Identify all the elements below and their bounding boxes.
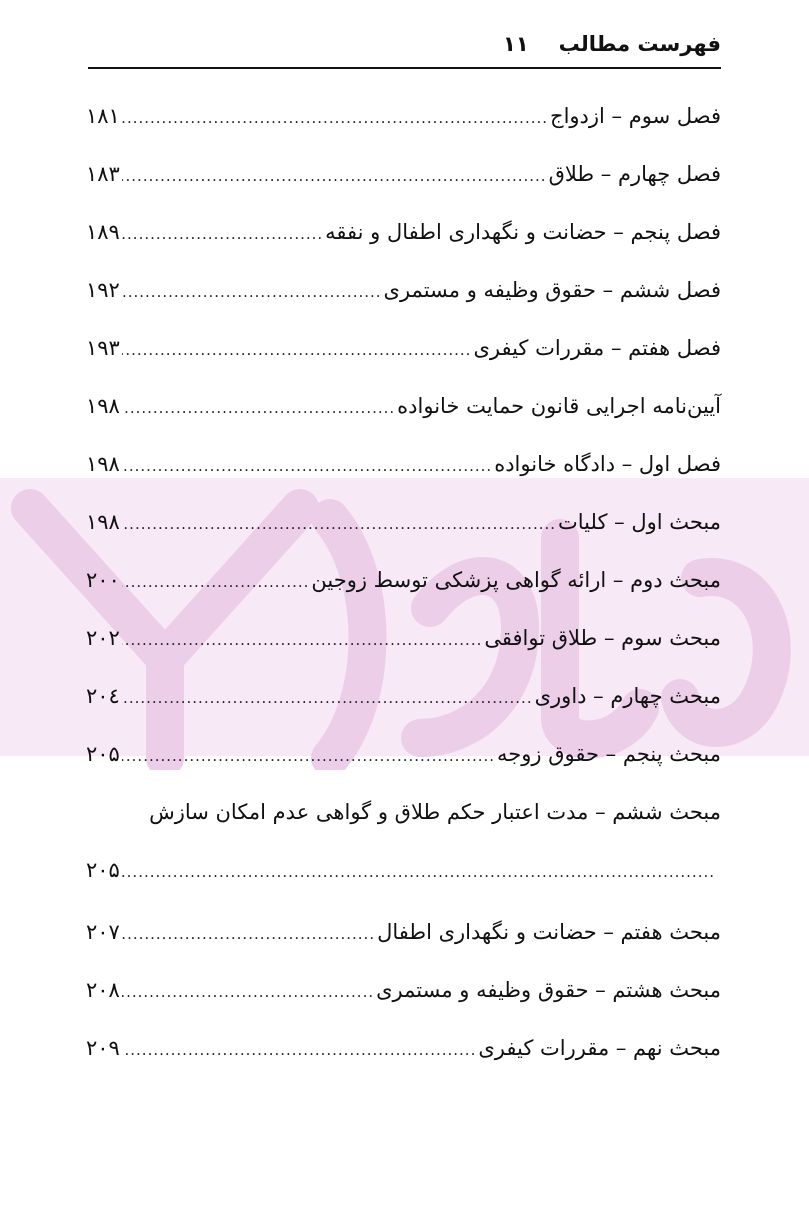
toc-entry-title: فصل چهارم – طلاق bbox=[548, 162, 721, 186]
toc-entry-title: مبحث چهارم – داوری bbox=[534, 684, 721, 708]
toc-entry-title: مبحث هفتم – حضانت و نگهداری اطفال bbox=[377, 920, 721, 944]
toc-entry[interactable] bbox=[86, 336, 721, 376]
toc-entry-page: ۱۹۲ bbox=[86, 278, 120, 302]
toc-entry-title: مبحث دوم – ارائه گواهی پزشکی توسط زوجین bbox=[311, 568, 721, 592]
header-page-number: ۱۱ bbox=[503, 32, 529, 56]
toc-entry-title: فصل اول – دادگاه خانواده bbox=[494, 452, 721, 476]
toc-dot-leader bbox=[122, 631, 483, 649]
toc-entry-page: ۲۰۸ bbox=[86, 978, 120, 1002]
toc-entry[interactable] bbox=[86, 104, 721, 144]
toc-entry-title: مبحث سوم – طلاق توافقی bbox=[484, 626, 721, 650]
toc-entry-title: مبحث ششم – مدت اعتبار حکم طلاق و گواهی عدم امکان سازش bbox=[149, 800, 721, 824]
toc-dot-leader bbox=[122, 109, 548, 127]
toc-entry-page: ۱۸۳ bbox=[86, 162, 120, 186]
toc-entry-page: ۲۰۵ bbox=[86, 858, 120, 882]
toc-entry-title: مبحث پنجم – حقوق زوجه bbox=[497, 742, 721, 766]
toc-dot-leader bbox=[122, 341, 472, 359]
toc-entry[interactable] bbox=[86, 568, 721, 608]
toc-dot-leader bbox=[122, 863, 721, 881]
toc-entry-page: ۱۹۸ bbox=[86, 452, 120, 476]
toc-entry[interactable] bbox=[86, 278, 721, 318]
toc-entry-page: ۲۰۵ bbox=[86, 742, 120, 766]
header-rule bbox=[88, 67, 721, 69]
toc-entry[interactable] bbox=[86, 626, 721, 666]
toc-entry[interactable] bbox=[86, 220, 721, 260]
toc-entry[interactable] bbox=[86, 684, 721, 724]
toc-dot-leader bbox=[122, 515, 556, 533]
toc-dot-leader bbox=[122, 983, 374, 1001]
toc-entry-title: فصل هفتم – مقررات کیفری bbox=[473, 336, 721, 360]
toc-entry-title: فصل سوم – ازدواج bbox=[550, 104, 721, 128]
toc-dot-leader bbox=[122, 283, 382, 301]
toc-entry[interactable] bbox=[86, 1036, 721, 1076]
toc-entry-page: ۲۰۲ bbox=[86, 626, 120, 650]
toc-entry-page: ۲۰۹ bbox=[86, 1036, 120, 1060]
toc-entry[interactable] bbox=[86, 742, 721, 782]
toc-entry[interactable] bbox=[86, 394, 721, 434]
toc-entry-title: فصل پنجم – حضانت و نگهداری اطفال و نفقه bbox=[325, 220, 721, 244]
toc-entry[interactable] bbox=[86, 978, 721, 1018]
toc-dot-leader bbox=[122, 399, 395, 417]
running-header bbox=[88, 22, 721, 66]
toc-entry-page: ۲۰٤ bbox=[86, 684, 120, 708]
toc-entry-wrapped-leader bbox=[86, 858, 721, 898]
toc-dot-leader bbox=[122, 1041, 477, 1059]
toc-dot-leader bbox=[122, 689, 533, 707]
toc-entry-page: ۱۹۸ bbox=[86, 394, 120, 418]
toc-entry-page: ۲۰۷ bbox=[86, 920, 120, 944]
toc-entry-title: مبحث هشتم – حقوق وظیفه و مستمری bbox=[376, 978, 721, 1002]
toc-entry-wrapped[interactable] bbox=[86, 800, 721, 840]
toc-dot-leader bbox=[122, 167, 547, 185]
toc-entry[interactable] bbox=[86, 510, 721, 550]
toc-entry[interactable] bbox=[86, 920, 721, 960]
toc-entry-page: ۲۰۰ bbox=[86, 568, 120, 592]
toc-entry-title: مبحث نهم – مقررات کیفری bbox=[478, 1036, 721, 1060]
toc-entry-page: ۱۹۸ bbox=[86, 510, 120, 534]
toc-entry-page: ۱۹۳ bbox=[86, 336, 120, 360]
toc-entry-title: فصل ششم – حقوق وظیفه و مستمری bbox=[383, 278, 721, 302]
toc-dot-leader bbox=[122, 457, 492, 475]
toc-dot-leader bbox=[122, 925, 375, 943]
toc-entry[interactable] bbox=[86, 452, 721, 492]
toc-entry-title: آیین‌نامه اجرایی قانون حمایت خانواده bbox=[397, 394, 721, 418]
header-title: فهرست مطالب bbox=[558, 32, 721, 56]
toc-entry-page: ۱۸۱ bbox=[86, 104, 120, 128]
toc-entry-title: مبحث اول – کلیات bbox=[558, 510, 721, 534]
toc-dot-leader bbox=[122, 747, 495, 765]
toc-entry-page: ۱۸۹ bbox=[86, 220, 120, 244]
toc-dot-leader bbox=[122, 225, 323, 243]
toc-entry[interactable] bbox=[86, 162, 721, 202]
toc-dot-leader bbox=[122, 573, 310, 591]
